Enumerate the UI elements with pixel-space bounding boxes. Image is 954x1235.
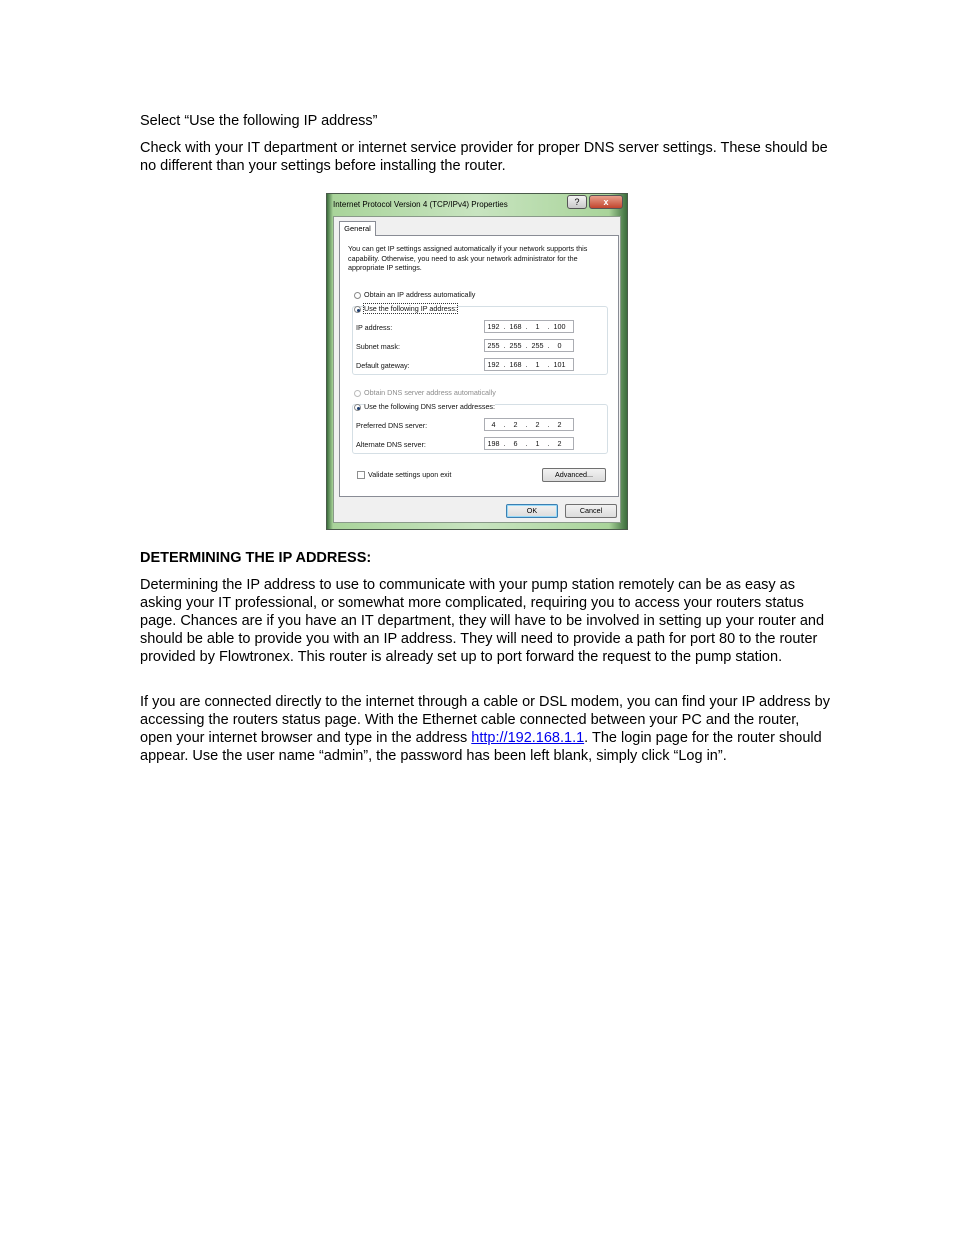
validate-settings-label: Validate settings upon exit	[368, 470, 452, 479]
close-button[interactable]: x	[589, 195, 623, 209]
advanced-button[interactable]: Advanced...	[542, 468, 606, 482]
dialog-title: Internet Protocol Version 4 (TCP/IPv4) Properties	[333, 200, 508, 209]
intro-text: You can get IP settings assigned automatically if your network supports this capability. Otherwise, you need to ask your network administrator for the appropriate IP settings.	[348, 244, 588, 272]
default-gateway-label: Default gateway:	[356, 361, 410, 370]
obtain-ip-radio[interactable]	[354, 292, 361, 299]
help-button[interactable]: ?	[567, 195, 587, 209]
ip-address-label: IP address:	[356, 323, 393, 332]
tab-general[interactable]: General	[339, 221, 376, 236]
validate-settings-checkbox[interactable]	[357, 471, 365, 479]
paragraph-select-ip: Select “Use the following IP address”	[140, 113, 378, 129]
preferred-dns-label: Preferred DNS server:	[356, 421, 428, 430]
subnet-mask-label: Subnet mask:	[356, 342, 400, 351]
router-address-link[interactable]: http://192.168.1.1	[471, 730, 585, 746]
use-dns-label: Use the following DNS server addresses:	[364, 402, 496, 411]
default-gateway-input[interactable]: 192 . 168 . 1 . 101	[484, 358, 574, 371]
general-panel	[339, 235, 619, 497]
preferred-dns-input[interactable]: 4 . 2 . 2 . 2	[484, 418, 574, 431]
ip-address-input[interactable]: 192 . 168 . 1 . 100	[484, 320, 574, 333]
para4-text-before: If you are connected directly to the internet through a cable or DSL modem, you can find your IP address by accessing the routers status page. With the Ethernet cable connected between your PC and the router, open your internet browser and type in the address	[140, 694, 830, 746]
section-heading: DETERMINING THE IP ADDRESS:	[140, 550, 372, 566]
para4-text-after: . The login page for the router should appear. Use the user name “admin”, the password has been left blank, simply click “Log in”.	[140, 730, 822, 764]
paragraph-dns-check: Check with your IT department or internet service provider for proper DNS server settings. These should be no different than your settings before installing the router.	[140, 140, 828, 174]
ok-button[interactable]: OK	[506, 504, 558, 518]
use-dns-radio[interactable]	[354, 404, 361, 411]
obtain-dns-radio[interactable]	[354, 390, 361, 397]
dialog-titlebar	[327, 194, 627, 216]
obtain-dns-label: Obtain DNS server address automatically	[364, 388, 496, 397]
paragraph-determining-ip: Determining the IP address to use to communicate with your pump station remotely can be as easy as asking your IT professional, or somewhat more complicated, requiring you to access your routers status page. Chances are if you have an IT department, they will have to be involved in setting up your router and should be able to provide you with an IP address. They will need to provide a path for port 80 to the router provided by Flowtronex. This router is already set up to port forward the request to the pump station.	[140, 577, 825, 665]
subnet-mask-input[interactable]: 255 . 255 . 255 . 0	[484, 339, 574, 352]
dialog-client-area	[333, 216, 621, 523]
tcpip-properties-dialog	[326, 193, 628, 530]
use-ip-label: Use the following IP address:	[364, 304, 457, 313]
paragraph-direct-connection	[140, 693, 830, 765]
alternate-dns-input[interactable]: 198 . 6 . 1 . 2	[484, 437, 574, 450]
cancel-button[interactable]: Cancel	[565, 504, 617, 518]
alternate-dns-label: Alternate DNS server:	[356, 440, 426, 449]
use-ip-radio[interactable]	[354, 306, 361, 313]
obtain-ip-label: Obtain an IP address automatically	[364, 290, 476, 299]
